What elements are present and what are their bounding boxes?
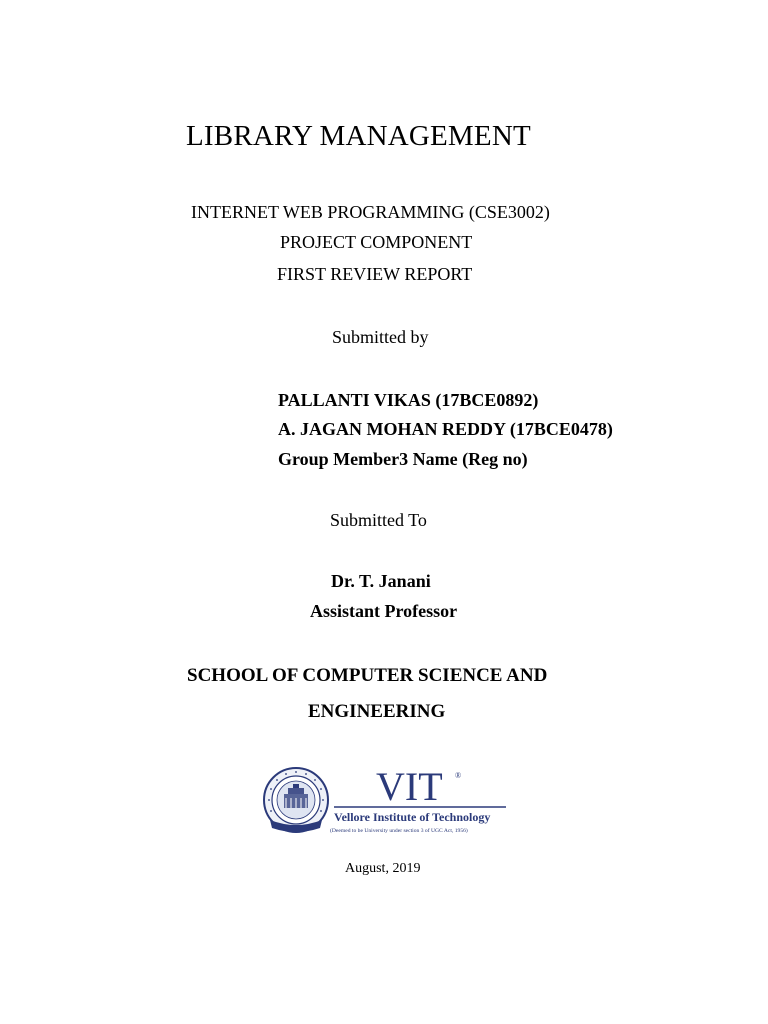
course-name: INTERNET WEB PROGRAMMING (CSE3002) — [191, 202, 550, 222]
member-1: PALLANTI VIKAS (17BCE0892) — [278, 390, 539, 410]
vit-brand-text: VIT — [376, 764, 443, 809]
faculty-designation: Assistant Professor — [310, 601, 458, 621]
vit-logo — [262, 762, 510, 842]
faculty-name: Dr. T. Janani — [331, 571, 431, 591]
review-type: FIRST REVIEW REPORT — [277, 264, 473, 284]
submitted-to-label: Submitted To — [330, 510, 427, 530]
member-2: A. JAGAN MOHAN REDDY (17BCE0478) — [278, 419, 613, 439]
document-title: LIBRARY MANAGEMENT — [186, 120, 531, 152]
document-date: August, 2019 — [345, 861, 421, 876]
member-3: Group Member3 Name (Reg no) — [278, 449, 528, 469]
school-name-line-2: ENGINEERING — [308, 701, 446, 722]
institute-name: Vellore Institute of Technology — [334, 810, 491, 824]
institute-tagline: (Deemed to be University under section 3 of UGC Act, 1956) — [330, 828, 468, 834]
vit-seal-icon — [262, 762, 510, 842]
registered-mark: ® — [455, 771, 462, 780]
project-component: PROJECT COMPONENT — [280, 232, 473, 252]
school-name-line-1: SCHOOL OF COMPUTER SCIENCE AND — [187, 665, 548, 686]
submitted-by-label: Submitted by — [332, 327, 429, 347]
